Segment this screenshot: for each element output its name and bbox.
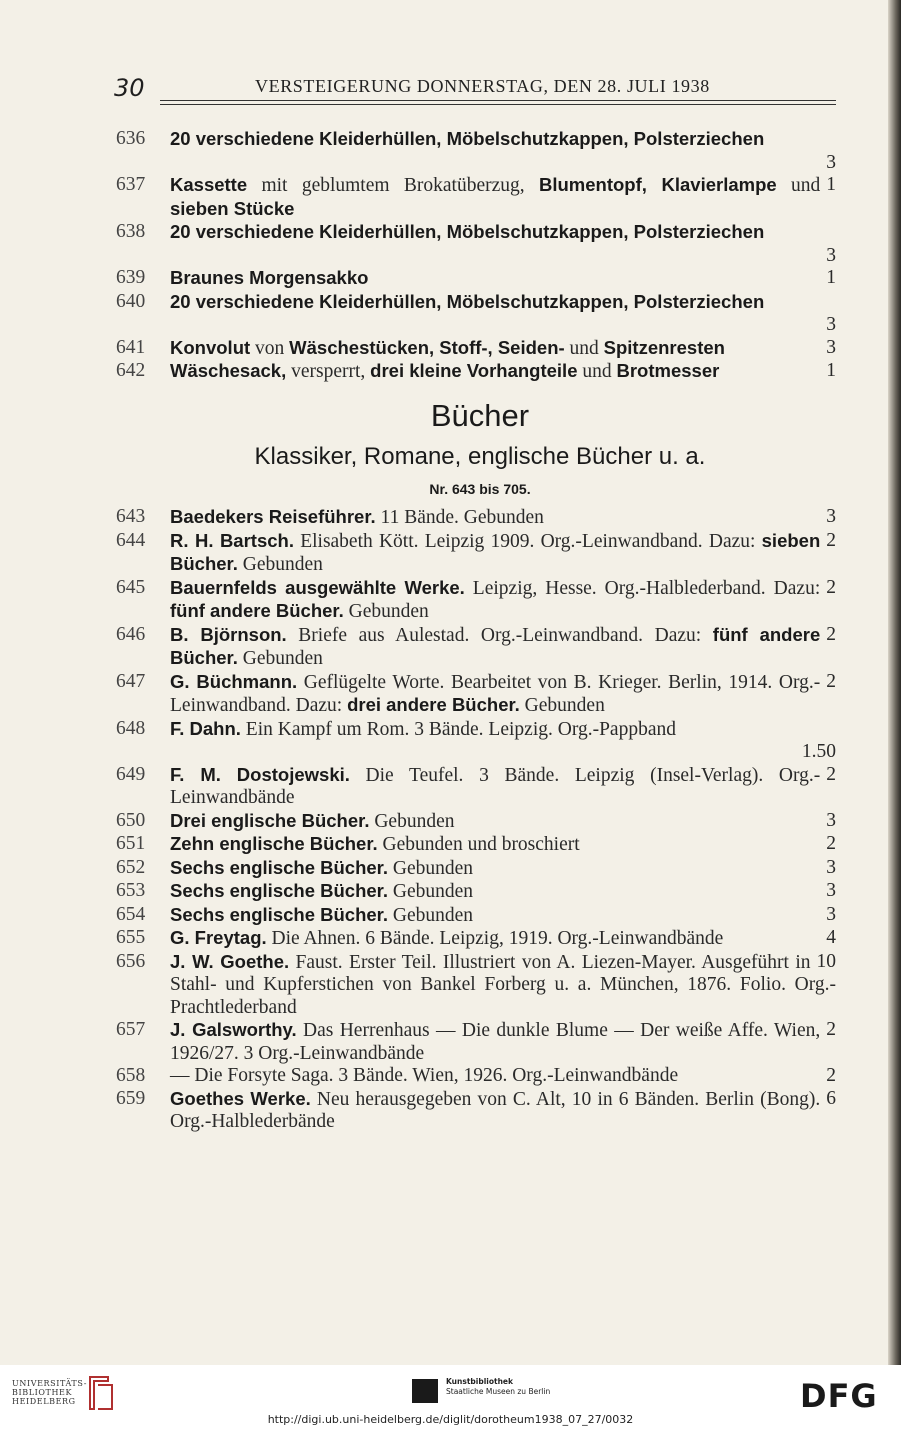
lot-number: 653 <box>116 880 146 901</box>
lot-estimate: 2 <box>826 1065 836 1086</box>
lot-title: Sechs englische Bücher. <box>170 880 388 901</box>
lot-title: sieben Bücher. <box>170 529 821 574</box>
lot-detail: und <box>564 337 604 359</box>
lot-number: 640 <box>116 290 146 312</box>
lot-number: 657 <box>116 1019 146 1040</box>
page-number: 30 <box>114 74 145 102</box>
lot-detail: Geflügelte Worte. Bearbeitet von B. Krieger. Berlin, 1914. Org.-Leinwandband. Dazu: <box>170 671 821 716</box>
lot-estimate: 2 <box>826 833 836 854</box>
lot-entry <box>0 951 888 1020</box>
lot-description <box>170 1019 836 1065</box>
lot-detail: Neu herausgegeben von C. Alt, 10 in 6 Bänden. Berlin (Bong). Org.-Halblederbände <box>170 1088 821 1132</box>
lot-title: drei kleine Vorhangteile <box>370 360 578 381</box>
lot-entry <box>0 506 888 530</box>
lot-detail: mit geblumtem Brokatüberzug, <box>247 175 539 196</box>
lot-description <box>170 174 836 221</box>
lot-number: 645 <box>116 576 146 598</box>
lot-description <box>170 128 836 152</box>
lot-estimate: 3 <box>826 244 836 266</box>
lot-detail: Gebunden <box>387 881 474 902</box>
dfg-logo: DFG <box>800 1377 878 1415</box>
lot-estimate: 2 <box>826 763 836 785</box>
lot-description <box>170 267 836 291</box>
lot-title: Blumentopf, Klavierlampe <box>538 174 777 195</box>
lot-title: 20 verschiedene Kleiderhüllen, Möbelschutzkappen, Polsterziechen <box>170 128 765 149</box>
lot-description <box>170 810 836 834</box>
lot-entry <box>0 810 888 834</box>
lot-estimate: 3 <box>826 336 836 358</box>
lot-title: Wäschestücken, Stoff-, Seiden- <box>289 336 565 358</box>
lot-entry <box>0 880 888 904</box>
lot-detail: Gebunden <box>237 648 323 669</box>
lot-estimate: 2 <box>826 576 836 598</box>
lot-entry <box>0 530 888 577</box>
lot-description <box>170 718 836 742</box>
kunstbibliothek-line: Kunstbibliothek <box>446 1377 514 1386</box>
lot-number: 636 <box>116 128 146 149</box>
source-url[interactable]: http://digi.ub.uni-heidelberg.de/diglit/dorotheum1938_07_27/0032 <box>267 1413 634 1426</box>
lot-entry <box>0 624 888 671</box>
library-mark-icon <box>82 1373 116 1413</box>
lot-entry <box>0 128 888 174</box>
lot-title: J. W. Goethe. <box>170 950 290 972</box>
lot-detail: Elisabeth Kött. Leipzig 1909. Org.-Leinwandband. Dazu: <box>293 530 762 552</box>
section-range: Nr. 643 bis 705. <box>429 481 531 497</box>
lot-entry <box>0 577 888 624</box>
lot-description <box>170 904 836 928</box>
kunstbibliothek-label <box>446 1377 550 1397</box>
lot-detail: Die Teufel. 3 Bände. Leipzig (Insel-Verlag). Org.-Leinwandbände <box>170 764 821 808</box>
lot-detail: Die Ahnen. 6 Bände. Leipzig, 1919. Org.-Leinwandbände <box>266 928 724 949</box>
lot-number: 647 <box>116 670 146 692</box>
section-subtitle: Klassiker, Romane, englische Bücher u. a. <box>254 443 706 470</box>
lot-detail: Gebunden <box>237 554 323 575</box>
lot-description <box>170 291 836 315</box>
lot-title: J. Galsworthy. <box>170 1019 297 1040</box>
lot-entry <box>0 927 888 951</box>
lot-estimate: 3 <box>826 903 836 925</box>
lot-title: F. M. Dostojewski. <box>170 763 350 785</box>
lot-title: G. Freytag. <box>170 927 267 948</box>
lot-number: 646 <box>116 623 146 645</box>
lot-description <box>170 764 836 810</box>
lot-estimate: 3 <box>826 151 836 173</box>
lot-title: fünf andere Bücher. <box>170 623 821 668</box>
lot-number: 649 <box>116 763 146 785</box>
lot-title: Konvolut <box>170 336 251 358</box>
lot-number: 644 <box>116 529 146 551</box>
library-logo-line: BIBLIOTHEK <box>12 1388 73 1397</box>
section-title: Bücher <box>430 398 530 433</box>
lot-estimate: 1 <box>826 360 836 381</box>
lot-number: 658 <box>116 1065 146 1086</box>
lot-list-household <box>0 128 888 384</box>
lot-estimate: 2 <box>826 529 836 551</box>
lot-detail: Briefe aus Aulestad. Org.-Leinwandband. Dazu: <box>286 624 713 646</box>
lot-description <box>170 506 836 530</box>
lot-number: 638 <box>116 221 146 242</box>
lot-title: Braunes Morgensakko <box>170 267 369 288</box>
lot-detail: und <box>776 175 821 196</box>
lot-estimate: 10 <box>816 950 836 972</box>
lot-estimate: 2 <box>826 623 836 645</box>
lot-title: Baedekers Reiseführer. <box>170 506 376 527</box>
lot-description <box>170 1088 836 1134</box>
lot-entry <box>0 337 888 361</box>
lot-title: Bauernfelds ausgewählte Werke. <box>170 576 465 598</box>
lot-number: 643 <box>116 506 146 527</box>
library-logo-line: UNIVERSITÄTS- <box>12 1379 88 1388</box>
lot-detail: und <box>577 361 617 382</box>
lot-entry <box>0 291 888 337</box>
header-rule <box>160 100 836 105</box>
lot-detail: 11 Bände. Gebunden <box>375 507 544 528</box>
lot-estimate: 1 <box>826 174 836 195</box>
lot-title: Brotmesser <box>616 360 720 381</box>
lot-description <box>170 833 836 857</box>
lot-detail: Gebunden und broschiert <box>377 834 580 855</box>
lot-entry <box>0 833 888 857</box>
lot-title: Sechs englische Bücher. <box>170 856 388 878</box>
lot-title: Kassette <box>170 174 248 195</box>
lot-estimate: 1 <box>826 267 836 288</box>
lot-title: drei andere Bücher. <box>347 694 520 715</box>
lot-number: 655 <box>116 927 146 948</box>
lot-estimate: 2 <box>826 1019 836 1040</box>
lot-detail: Ein Kampf um Rom. 3 Bände. Leipzig. Org.-Pappband <box>240 718 676 740</box>
lot-estimate: 3 <box>826 856 836 878</box>
lot-entry <box>0 221 888 267</box>
lot-detail: Das Herrenhaus — Die dunkle Blume — Der weiße Affe. Wien, 1926/27. 3 Org.-Leinwandbände <box>170 1020 821 1064</box>
lot-description <box>170 577 836 624</box>
lot-estimate: 1.50 <box>801 741 836 762</box>
kunstbibliothek-line: Staatliche Museen zu Berlin <box>446 1387 551 1396</box>
lot-entry <box>0 174 888 221</box>
lot-detail: von <box>250 337 290 359</box>
lot-estimate: 3 <box>826 880 836 901</box>
lot-detail: Gebunden <box>387 857 474 879</box>
lot-title: 20 verschiedene Kleiderhüllen, Möbelschutzkappen, Polsterziechen <box>170 221 765 242</box>
lot-description <box>170 624 836 671</box>
lot-entry <box>0 1065 888 1088</box>
digitization-footer <box>0 1365 901 1429</box>
lot-entry <box>0 1088 888 1134</box>
lot-number: 637 <box>116 174 146 195</box>
lot-title: R. H. Bartsch. <box>170 529 294 551</box>
lot-description <box>170 671 836 718</box>
book-spine-shadow <box>888 0 901 1365</box>
lot-title: fünf andere Bücher. <box>170 600 344 621</box>
lot-title: 20 verschiedene Kleiderhüllen, Möbelschutzkappen, Polsterziechen <box>170 290 765 312</box>
lot-number: 650 <box>116 809 146 831</box>
lot-entry <box>0 360 888 384</box>
lot-entry <box>0 718 888 764</box>
library-logo <box>12 1379 87 1406</box>
lot-description <box>170 360 836 384</box>
lot-entry <box>0 671 888 718</box>
lot-title: Goethes Werke. <box>170 1087 311 1109</box>
lot-title: Sechs englische Bücher. <box>170 903 388 925</box>
lot-number: 642 <box>116 360 146 381</box>
lot-entry <box>0 267 888 291</box>
library-logo-line: HEIDELBERG <box>12 1397 76 1406</box>
lot-number: 641 <box>116 336 146 358</box>
lot-number: 654 <box>116 903 146 925</box>
lot-estimate: 6 <box>826 1087 836 1109</box>
lot-estimate: 3 <box>826 314 836 335</box>
lot-entry <box>0 764 888 810</box>
kunstbibliothek-icon <box>412 1379 438 1403</box>
lot-detail: Gebunden <box>369 810 455 832</box>
lot-title: F. Dahn. <box>170 717 241 739</box>
lot-title: Drei englische Bücher. <box>170 809 370 831</box>
lot-estimate: 4 <box>826 927 836 948</box>
lot-entry <box>0 904 888 928</box>
lot-entry <box>0 1019 888 1065</box>
lot-number: 652 <box>116 856 146 878</box>
lot-description <box>170 880 836 904</box>
lot-estimate: 3 <box>826 809 836 831</box>
lot-description <box>170 1065 836 1088</box>
lot-description <box>170 927 836 951</box>
lot-title: Wäschesack, <box>170 360 287 381</box>
lot-title: Zehn englische Bücher. <box>170 833 378 854</box>
lot-description <box>170 221 836 245</box>
lot-title: sieben Stücke <box>170 197 295 219</box>
running-head: VERSTEIGERUNG DONNERSTAG, DEN 28. JULI 1938 <box>255 76 710 96</box>
lot-entry <box>0 857 888 881</box>
lot-title: G. Büchmann. <box>170 670 298 692</box>
lot-number: 648 <box>116 717 146 739</box>
lot-estimate: 3 <box>826 506 836 527</box>
lot-description <box>170 951 836 1020</box>
lot-description <box>170 857 836 881</box>
lot-title: Spitzenresten <box>603 336 725 358</box>
lot-detail: Gebunden <box>519 695 605 716</box>
lot-list-books <box>0 506 888 1134</box>
lot-detail: Leipzig, Hesse. Org.-Halblederband. Dazu: <box>464 577 821 599</box>
lot-estimate: 2 <box>826 670 836 692</box>
lot-title: B. Björnson. <box>170 623 287 645</box>
lot-number: 659 <box>116 1087 146 1109</box>
lot-detail: Gebunden <box>387 904 474 926</box>
lot-detail: Gebunden <box>343 601 429 622</box>
lot-number: 651 <box>116 833 146 854</box>
lot-number: 656 <box>116 950 146 972</box>
lot-number: 639 <box>116 267 146 288</box>
lot-detail: Faust. Erster Teil. Illustriert von A. Liezen-Mayer. Ausgeführt in Stahl- und Kupferstichen von Bankel Forberg u. a. München, 1876. Folio. Org.-Prachtlederband <box>170 951 836 1018</box>
lot-detail: versperrt, <box>286 361 371 382</box>
lot-detail: — Die Forsyte Saga. 3 Bände. Wien, 1926. Org.-Leinwandbände <box>170 1065 679 1086</box>
lot-description <box>170 337 836 361</box>
lot-description <box>170 530 836 577</box>
